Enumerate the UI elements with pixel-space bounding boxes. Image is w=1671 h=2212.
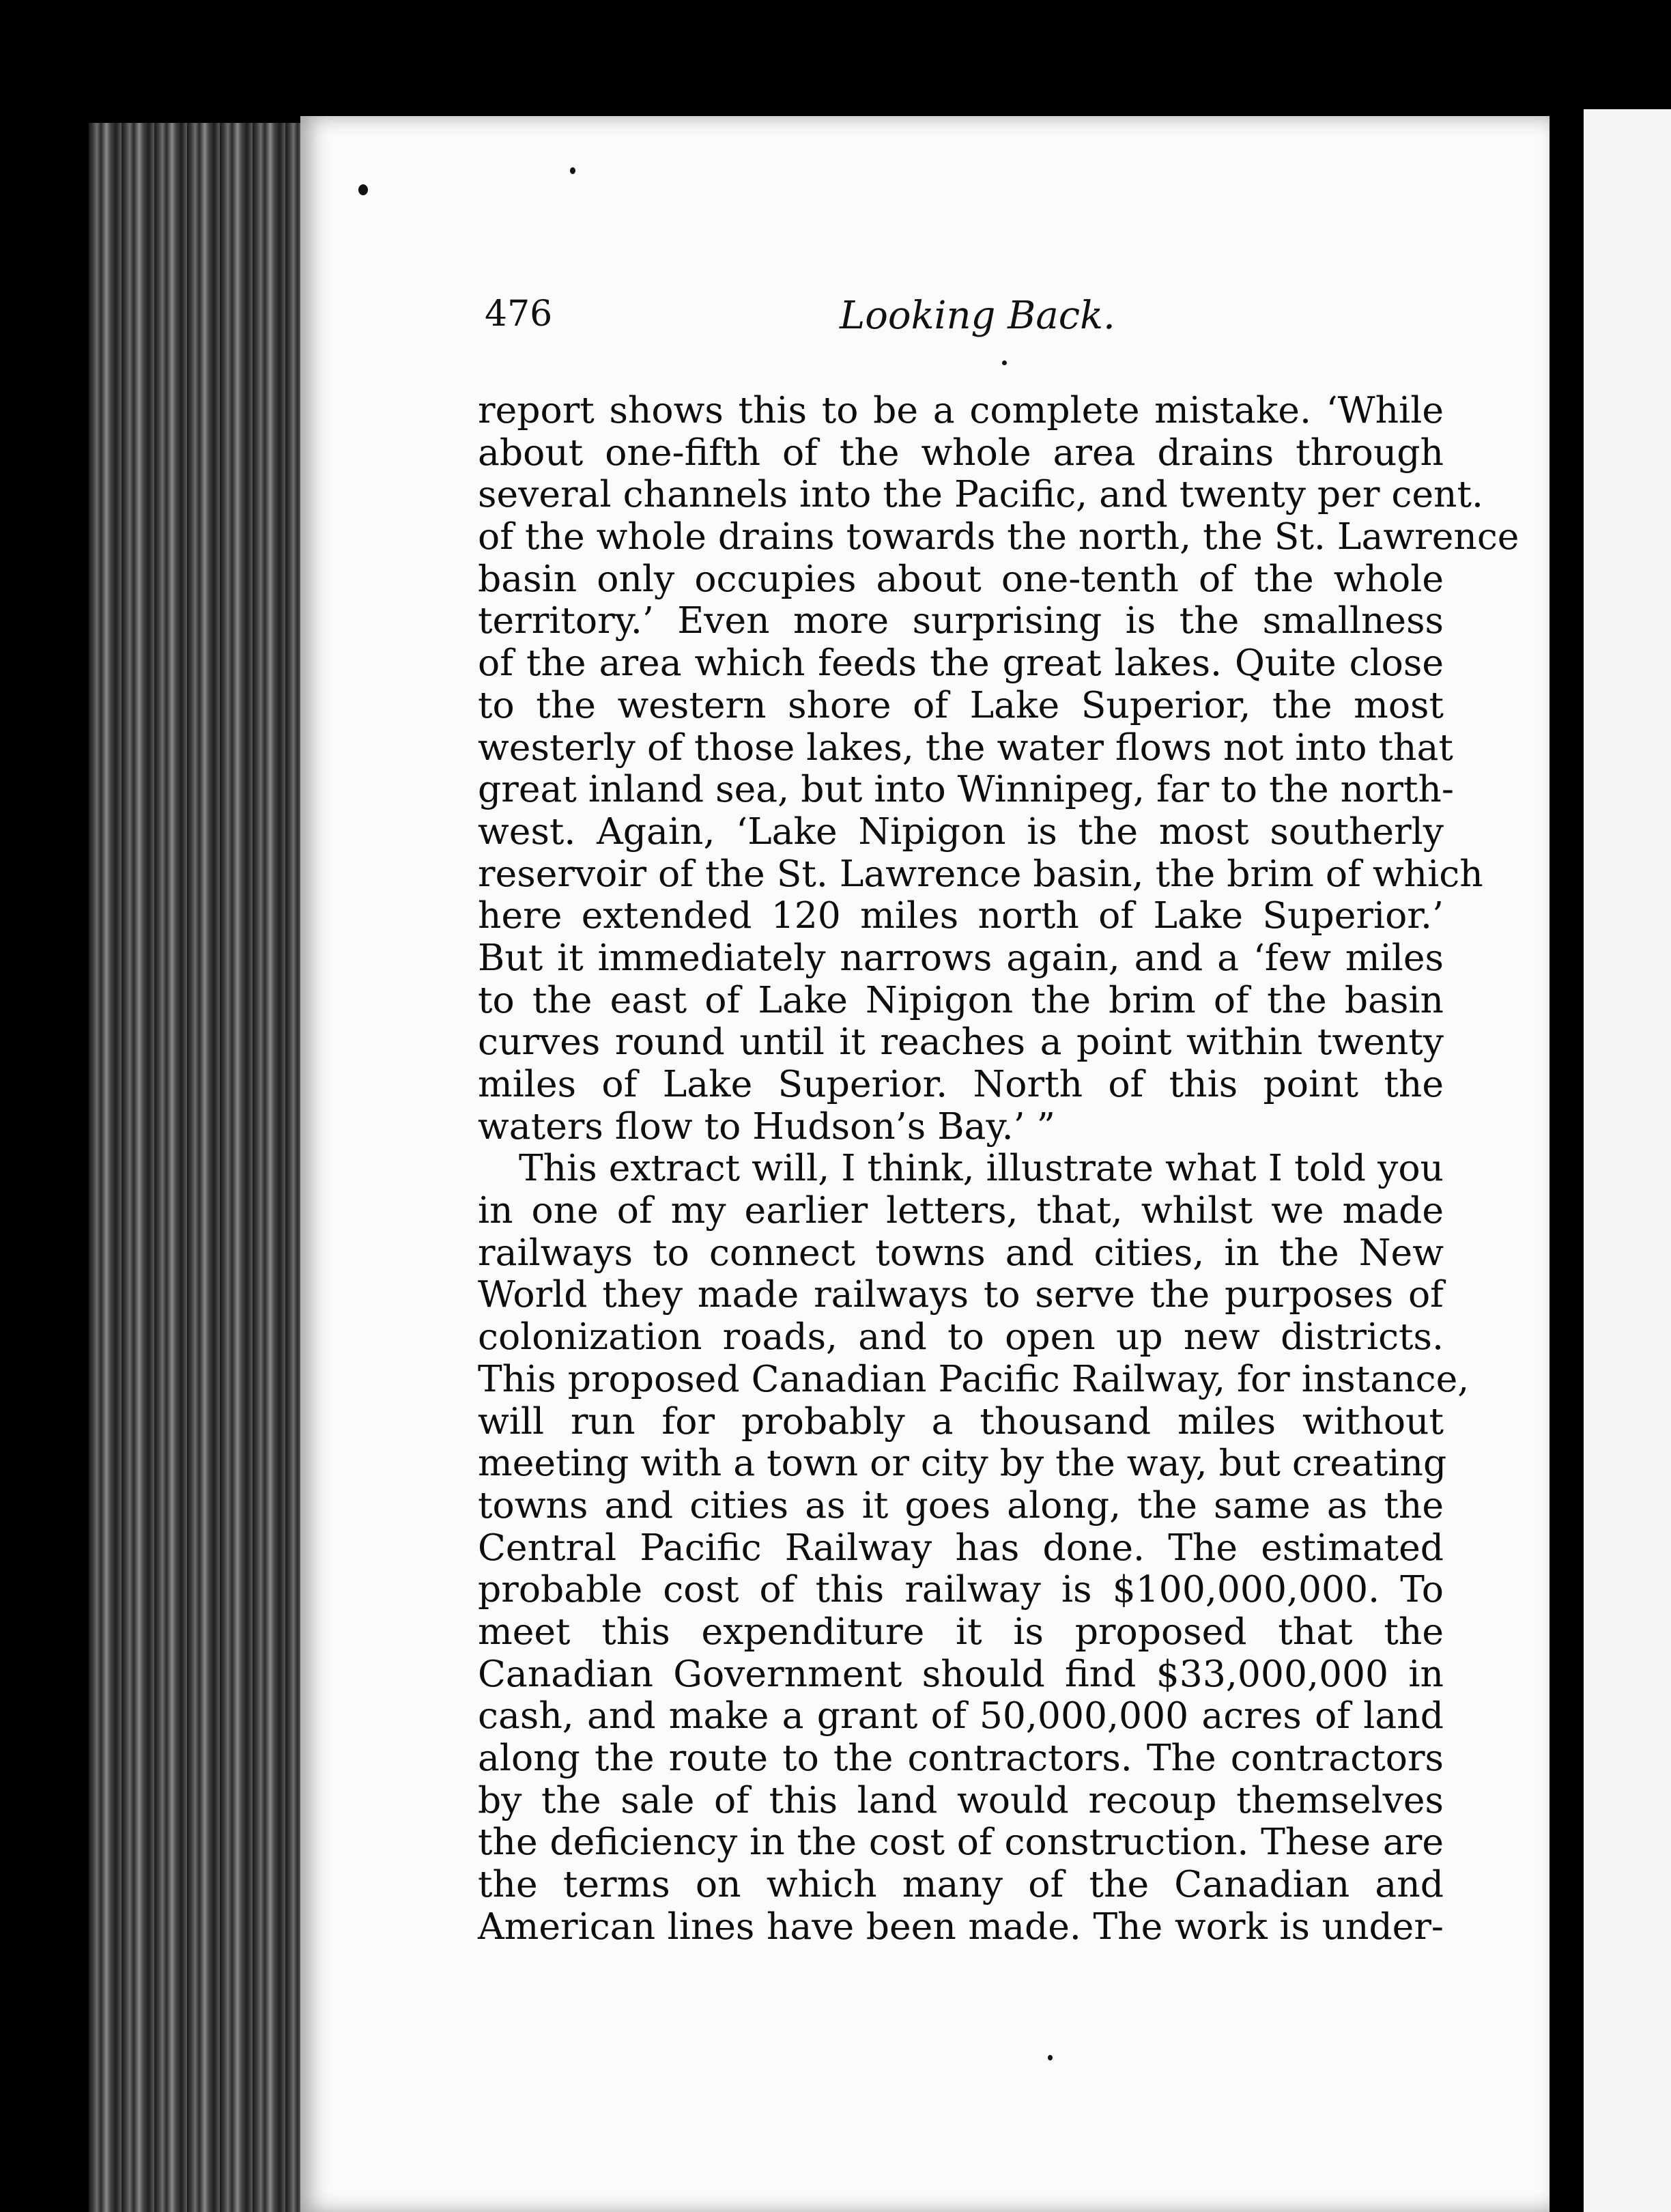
text-line: about one-fifth of the whole area drains through: [478, 430, 1444, 474]
page-number: 476: [485, 294, 553, 335]
text-line: westerly of those lakes, the water flows not into that: [478, 725, 1453, 769]
text-line: by the sale of this land would recoup themselves: [478, 1778, 1444, 1821]
ink-speck: [1002, 360, 1007, 365]
text-line: World they made railways to serve the purposes of: [478, 1273, 1444, 1316]
text-line: curves round until it reaches a point within twenty: [478, 1020, 1444, 1064]
text-line: the deficiency in the cost of construction. These are: [478, 1820, 1444, 1864]
text-line: the terms on which many of the Canadian and: [478, 1862, 1444, 1906]
text-line: report shows this to be a complete mistake. ‘While: [478, 388, 1444, 431]
text-line: reservoir of the St. Lawrence basin, the brim of which: [478, 851, 1483, 895]
text-line: meet this expenditure it is proposed that the: [478, 1609, 1444, 1653]
text-line: colonization roads, and to open up new districts.: [478, 1315, 1444, 1359]
text-line: towns and cities as it goes along, the same as the: [478, 1483, 1444, 1527]
text-line: here extended 120 miles north of Lake Superior.’: [478, 894, 1444, 937]
text-line: railways to connect towns and cities, in the New: [478, 1230, 1444, 1274]
text-line: This extract will, I think, illustrate what I told you: [519, 1146, 1444, 1190]
book-gutter: [1549, 102, 1584, 2212]
text-line: But it immediately narrows again, and a ‘few miles: [478, 935, 1444, 979]
ink-speck: [358, 184, 368, 195]
text-line: in one of my earlier letters, that, whilst we made: [478, 1189, 1444, 1232]
text-line: will run for probably a thousand miles without: [478, 1399, 1444, 1443]
text-line: cash, and make a grant of 50,000,000 acres of land: [478, 1694, 1444, 1738]
text-line: basin only occupies about one-tenth of the whole: [478, 556, 1444, 600]
text-line: several channels into the Pacific, and twenty per cent.: [478, 472, 1484, 516]
text-line: probable cost of this railway is $100,000,000. To: [478, 1568, 1444, 1611]
text-line: waters flow to Hudson’s Bay.’ ”: [478, 1104, 1055, 1148]
running-head: [485, 294, 1440, 348]
body-text: [478, 388, 1519, 1948]
text-line: This proposed Canadian Pacific Railway, for instance,: [478, 1357, 1470, 1400]
facing-page-edge: [1584, 109, 1671, 2212]
book-page-edges: [89, 123, 314, 2212]
text-line: of the area which feeds the great lakes. Quite close: [478, 641, 1444, 685]
text-line: meeting with a town or city by the way, but creating: [478, 1441, 1447, 1485]
text-line: west. Again, ‘Lake Nipigon is the most southerly: [478, 809, 1444, 853]
text-line: territory.’ Even more surprising is the smallness: [478, 599, 1444, 642]
text-line: American lines have been made. The work is under-: [478, 1904, 1444, 1948]
text-line: of the whole drains towards the north, the St. Lawrence: [478, 515, 1519, 558]
text-line: to the east of Lake Nipigon the brim of the basin: [478, 978, 1444, 1021]
ink-speck: [1048, 2055, 1053, 2060]
text-line: to the western shore of Lake Superior, the most: [478, 683, 1444, 726]
ink-speck: [570, 167, 575, 174]
text-line: along the route to the contractors. The contractors: [478, 1736, 1444, 1779]
running-title: Looking Back.: [840, 294, 1115, 338]
text-line: miles of Lake Superior. North of this point the: [478, 1062, 1444, 1105]
text-line: Central Pacific Railway has done. The estimated: [478, 1525, 1444, 1569]
text-line: great inland sea, but into Winnipeg, far to the north-: [478, 767, 1454, 811]
text-line: Canadian Government should find $33,000,000 in: [478, 1651, 1444, 1695]
